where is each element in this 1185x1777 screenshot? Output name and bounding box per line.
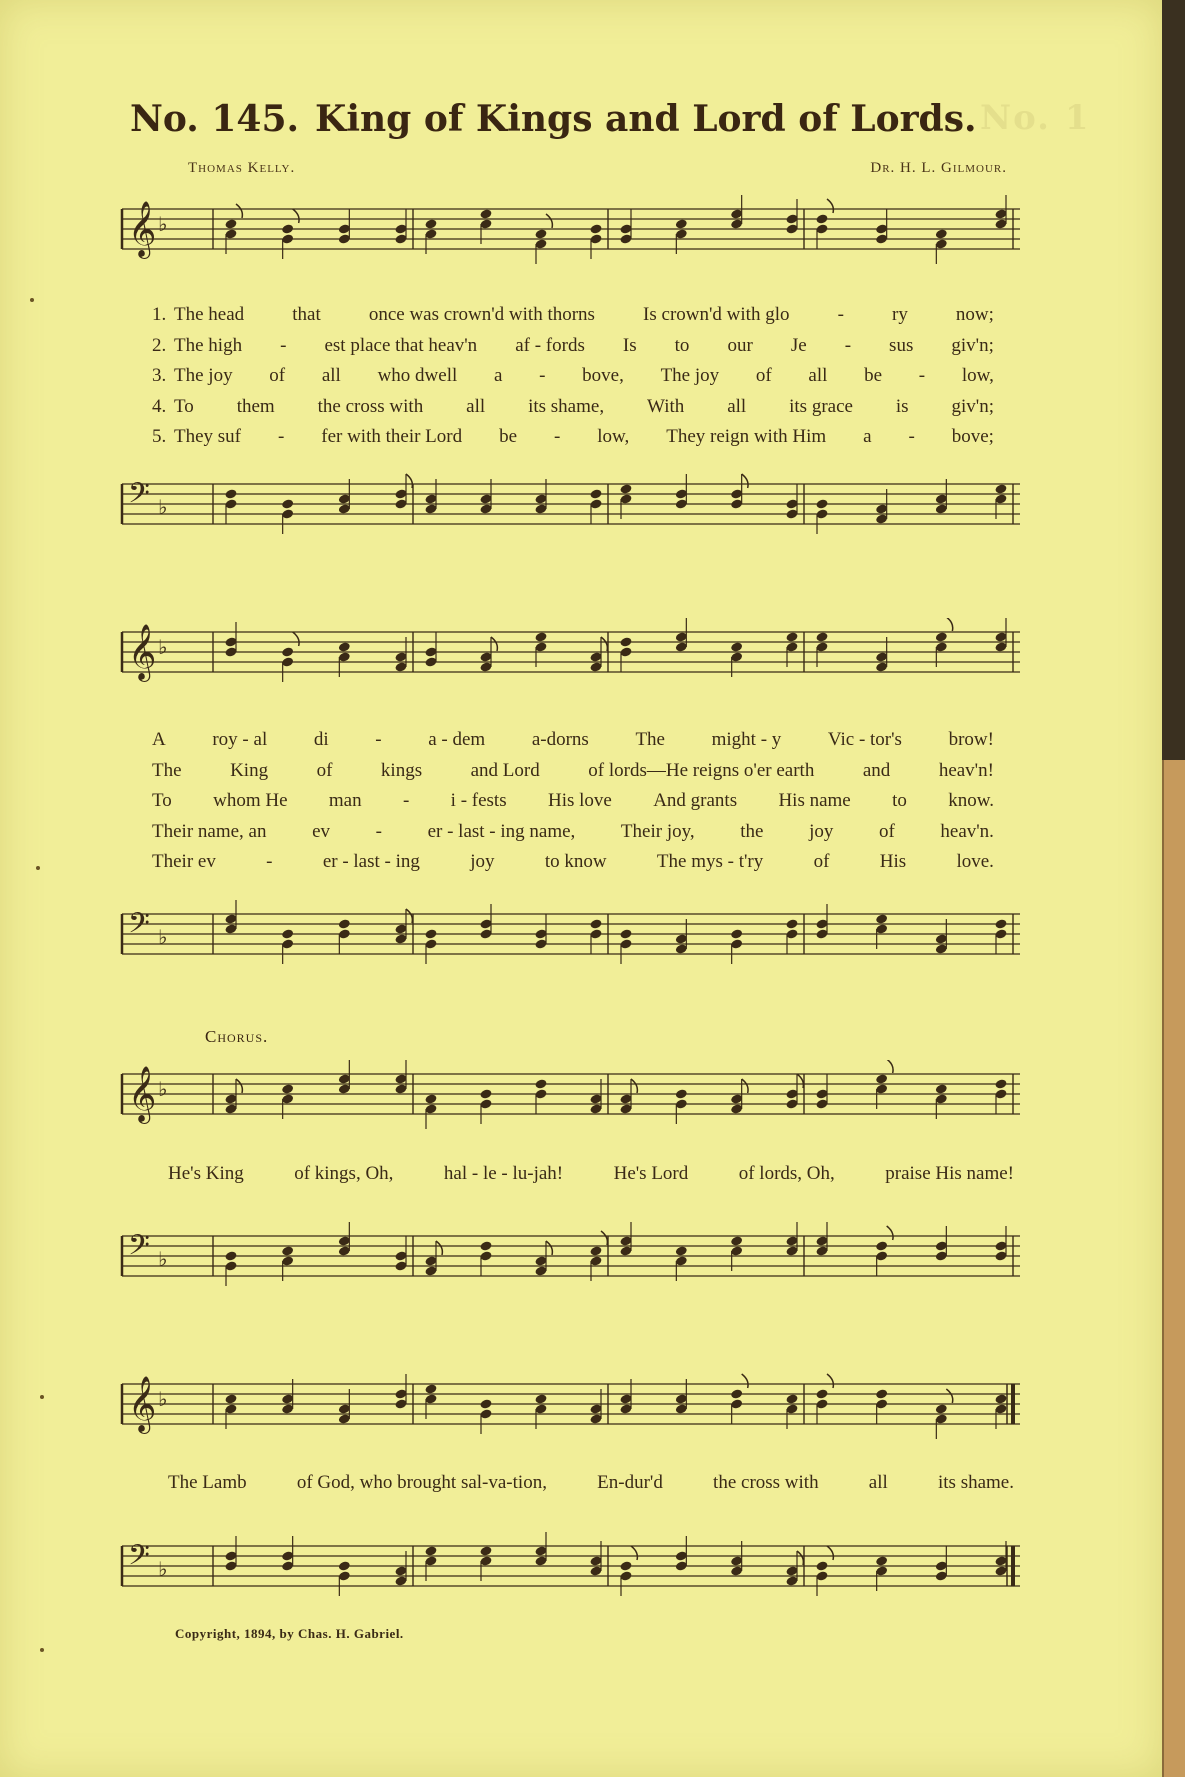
note-chord [994, 1078, 1007, 1114]
note-chord [619, 928, 632, 964]
lyric-syllable: di [313, 729, 329, 750]
treble-staff-chorus-2 [118, 1370, 1024, 1450]
lyric-syllable: Is crown'd with glo [643, 304, 790, 325]
lyric-syllable: fer with their Lord [321, 426, 463, 447]
note-chord [935, 1226, 948, 1262]
lyric-syllable: hal - le - lu-jah! [443, 1163, 564, 1184]
lyric-syllable: sus [889, 334, 914, 356]
lyric-syllable: - [375, 820, 382, 842]
note-chord [994, 195, 1007, 230]
music-staff [118, 1060, 1024, 1140]
chorus-label: Chorus. [205, 1027, 269, 1046]
note-chord [875, 209, 888, 245]
verse-number: 1. [152, 304, 167, 325]
lyric-syllable: - [539, 365, 546, 386]
flat-icon: ♭ [158, 1077, 168, 1101]
lyric-syllable: to [674, 334, 690, 356]
lyric-syllable: - [918, 365, 926, 386]
composer-credit: Dr. H. L. Gilmour. [870, 160, 1007, 176]
lyric-syllable: - [277, 426, 285, 447]
lyric-syllable: The Lamb [168, 1472, 247, 1493]
bass-staff-system-2 [118, 900, 1024, 980]
flat-icon: ♭ [158, 212, 168, 236]
bass-clef-icon: 𝄢 [128, 907, 150, 947]
lyric-syllable: our [727, 334, 753, 356]
lyric-syllable: of kings, Oh, [294, 1163, 394, 1184]
verse-number: 4. [152, 395, 167, 417]
note-chord [224, 1250, 237, 1286]
lyric-syllable: The [152, 759, 182, 781]
bass-staff-system-1 [118, 470, 1024, 550]
paper-speck [36, 866, 40, 870]
lyric-syllable: - [266, 851, 273, 872]
lyric-syllable: - [375, 729, 382, 750]
lyric-syllable: its shame, [528, 395, 605, 417]
note-chord [224, 900, 237, 935]
note-chord [424, 1093, 437, 1129]
book-binding-edge [1162, 760, 1185, 1777]
lyric-line [152, 725, 1002, 756]
treble-clef-icon: 𝄞 [128, 624, 157, 680]
note-chord [785, 484, 798, 520]
lyric-syllable: af - fords [515, 334, 585, 356]
note-chord [338, 1222, 351, 1257]
paper-speck [30, 298, 34, 302]
verse-lyrics-part-1 [152, 300, 1002, 453]
note-chord [935, 1546, 948, 1582]
lyric-syllable: - [908, 426, 915, 447]
lyric-syllable: - [844, 334, 852, 356]
note-chord [589, 918, 602, 954]
lyric-line [152, 331, 1002, 362]
lyric-syllable: His [879, 851, 907, 872]
note-chord [815, 1222, 828, 1257]
note-chord [815, 1546, 833, 1596]
note-chord [675, 474, 688, 510]
note-chord [479, 1088, 492, 1124]
note-chord [785, 199, 798, 235]
lyric-syllable: giv'n; [951, 395, 994, 417]
treble-staff-chorus-1 [118, 1060, 1024, 1140]
note-chord [394, 1374, 407, 1410]
note-chord [730, 195, 743, 230]
note-chord [281, 928, 294, 964]
lyric-syllable: all [808, 365, 828, 386]
lyric-syllable: est place that heav'n [324, 334, 478, 356]
note-chord [994, 1226, 1007, 1262]
lyricist-credit: Thomas Kelly. [188, 160, 296, 176]
hymn-title [130, 98, 1030, 140]
note-chord [815, 904, 828, 940]
note-chord [785, 918, 798, 954]
note-chord [394, 1236, 407, 1272]
lyric-syllable: Their name, an [152, 820, 267, 842]
lyric-syllable: Their ev [152, 851, 216, 872]
lyric-syllable: He's King [168, 1163, 244, 1184]
lyric-syllable: of lords, Oh, [738, 1163, 835, 1184]
bass-staff-chorus-1 [118, 1222, 1024, 1302]
note-chord [994, 618, 1007, 653]
lyric-syllable: bove, [582, 365, 624, 386]
flat-icon: ♭ [158, 925, 168, 949]
lyric-text [152, 756, 1002, 787]
lyric-syllable: The high [174, 334, 243, 356]
lyric-syllable: who dwell [377, 365, 458, 386]
lyric-syllable: all [727, 395, 747, 417]
lyric-syllable: that [292, 304, 321, 325]
note-chord [815, 199, 833, 249]
note-chord [994, 918, 1007, 954]
lyric-syllable: Je [790, 334, 807, 356]
lyric-syllable: the cross with [713, 1472, 819, 1493]
lyric-text [174, 361, 1002, 392]
lyric-syllable: the [740, 820, 764, 842]
lyric-syllable: er - last - ing [322, 851, 420, 872]
lyric-syllable: Their joy, [620, 820, 695, 842]
lyric-syllable: of God, who brought sal-va-tion, [296, 1472, 547, 1493]
lyric-syllable: of lords—He reigns o'er earth [588, 759, 815, 781]
lyric-syllable: low, [961, 365, 994, 386]
lyric-syllable: The joy [660, 365, 720, 386]
note-chord [730, 928, 743, 964]
lyric-text [152, 725, 1002, 756]
lyric-syllable: now; [955, 304, 994, 325]
bass-clef-icon: 𝄢 [128, 1539, 150, 1579]
chorus-lyrics-line-2 [168, 1472, 1014, 1494]
lyric-text [174, 392, 1002, 423]
lyric-syllable: ev [312, 820, 331, 842]
verse-number: 5. [152, 426, 167, 447]
note-chord [534, 1078, 547, 1114]
lyric-syllable: heav'n. [940, 820, 994, 842]
lyric-syllable: With [647, 395, 685, 417]
note-chord [479, 1398, 492, 1434]
lyric-syllable: - [402, 790, 410, 811]
lyric-syllable: to [892, 790, 907, 811]
note-chord [815, 1074, 828, 1110]
lyric-syllable: its shame. [938, 1472, 1014, 1493]
note-chord [534, 1532, 547, 1567]
note-chord [224, 488, 237, 524]
note-chord [281, 209, 299, 259]
note-chord [875, 1226, 893, 1276]
note-chord [589, 488, 602, 524]
lyric-syllable: might - y [711, 729, 782, 750]
paper-speck [40, 1395, 44, 1399]
lyric-syllable: a [493, 365, 503, 386]
lyric-syllable: - [553, 426, 561, 447]
lyric-syllable: The joy [174, 365, 233, 386]
lyric-line [152, 786, 1002, 817]
flat-icon: ♭ [158, 1387, 168, 1411]
lyric-line [152, 422, 1002, 453]
lyric-syllable: They suf [174, 426, 242, 447]
lyric-syllable: The [635, 729, 665, 750]
lyric-syllable: its grace [789, 395, 853, 417]
lyric-syllable: kings [380, 759, 423, 781]
note-chord [730, 1374, 748, 1424]
lyric-syllable: joy [809, 820, 834, 842]
lyric-syllable: - [280, 334, 287, 356]
note-chord [619, 209, 632, 245]
verse-lyrics-part-2 [152, 725, 1002, 878]
lyric-syllable: To [152, 790, 172, 811]
lyric-syllable: bove; [951, 426, 994, 447]
note-chord [338, 1060, 351, 1095]
note-chord [935, 228, 948, 264]
lyric-syllable: And grants [653, 790, 738, 811]
lyric-syllable: praise His name! [885, 1163, 1014, 1184]
flat-icon: ♭ [158, 1557, 168, 1581]
note-chord [875, 1388, 888, 1424]
note-chord [534, 914, 547, 950]
lyric-syllable: low, [597, 426, 630, 447]
note-chord [675, 618, 688, 653]
music-staff [118, 1370, 1024, 1450]
note-chord [394, 1060, 407, 1095]
lyric-text [152, 817, 1002, 848]
lyric-syllable: His love [547, 790, 612, 811]
lyric-syllable: know. [948, 790, 994, 811]
lyric-syllable: a [863, 426, 872, 447]
lyric-line [152, 300, 1002, 331]
note-chord [619, 636, 632, 672]
lyric-syllable: A [152, 729, 166, 750]
music-staff [118, 470, 1024, 550]
lyric-syllable: The head [174, 304, 245, 325]
lyric-syllable: be [499, 426, 518, 447]
lyric-syllable: all [321, 365, 341, 386]
music-staff [118, 195, 1024, 275]
lyric-text [152, 786, 1002, 817]
lyric-syllable: He's Lord [613, 1163, 689, 1184]
lyric-syllable: and Lord [470, 759, 540, 781]
music-staff [118, 1222, 1024, 1302]
lyric-text [174, 331, 1002, 362]
lyric-syllable: man [328, 790, 362, 811]
lyric-syllable: heav'n! [938, 759, 994, 781]
bass-clef-icon: 𝄢 [128, 1229, 150, 1269]
lyric-syllable: i - fests [450, 790, 507, 811]
note-chord [281, 1536, 294, 1572]
lyric-syllable: the cross with [317, 395, 424, 417]
lyric-syllable: Vic - tor's [827, 729, 902, 750]
lyric-line [152, 361, 1002, 392]
note-chord [338, 918, 351, 954]
note-chord [338, 209, 351, 245]
treble-staff-system-2 [118, 618, 1024, 698]
note-chord [815, 498, 828, 534]
lyric-syllable: them [236, 395, 275, 417]
note-chord [479, 904, 492, 940]
note-chord [224, 622, 237, 658]
lyric-syllable: ry [892, 304, 908, 325]
lyric-syllable: - [837, 304, 844, 325]
lyric-syllable: love. [956, 851, 994, 872]
hymn-title-text: King of Kings and Lord of Lords. [315, 98, 977, 140]
music-staff [118, 618, 1024, 698]
note-chord [479, 1240, 492, 1276]
note-chord [675, 1536, 688, 1572]
music-staff [118, 900, 1024, 980]
lyric-syllable: is [895, 395, 909, 417]
note-chord [424, 632, 437, 668]
note-chord [394, 209, 407, 245]
note-chord [424, 928, 437, 964]
lyric-text [174, 422, 1002, 453]
lyric-syllable: of [813, 851, 830, 872]
lyric-syllable: be [864, 365, 883, 386]
treble-clef-icon: 𝄞 [128, 201, 157, 257]
lyric-syllable: of [269, 365, 286, 386]
lyric-syllable: brow! [948, 729, 994, 750]
treble-clef-icon: 𝄞 [128, 1066, 157, 1122]
note-chord [619, 1222, 632, 1257]
lyric-syllable: To [174, 395, 194, 417]
copyright-notice: Copyright, 1894, by Chas. H. Gabriel. [175, 1626, 404, 1641]
lyric-syllable: They reign with Him [666, 426, 827, 447]
lyric-syllable: all [868, 1472, 888, 1493]
chorus-lyrics-line-1 [168, 1163, 1014, 1185]
flat-icon: ♭ [158, 635, 168, 659]
verse-number: 2. [152, 334, 167, 356]
note-chord [675, 1088, 688, 1124]
lyric-line [152, 392, 1002, 423]
lyric-syllable: King [230, 759, 269, 781]
lyric-text [174, 300, 1002, 331]
lyric-syllable: of [755, 365, 772, 386]
treble-staff-system-1 [118, 195, 1024, 275]
lyric-syllable: The mys - t'ry [656, 851, 764, 872]
lyric-syllable: all [466, 395, 486, 417]
note-chord [619, 1546, 637, 1596]
treble-clef-icon: 𝄞 [128, 1376, 157, 1432]
flat-icon: ♭ [158, 1247, 168, 1271]
note-chord [785, 1222, 798, 1257]
lyric-syllable: of [878, 820, 895, 842]
note-chord [589, 223, 602, 259]
note-chord [281, 498, 294, 534]
lyric-syllable: to know [544, 851, 607, 872]
verse-number: 3. [152, 365, 167, 386]
lyric-syllable: joy [470, 851, 495, 872]
lyric-syllable: His name [778, 790, 851, 811]
lyric-syllable: whom He [213, 790, 288, 811]
lyric-syllable: and [862, 759, 891, 781]
lyric-syllable: once was crown'd with thorns [368, 304, 595, 325]
lyric-syllable: a - dem [428, 729, 486, 750]
lyric-text [152, 847, 1002, 878]
lyric-syllable: a-dorns [531, 729, 589, 750]
lyric-line [152, 847, 1002, 878]
bass-clef-icon: 𝄢 [128, 477, 150, 517]
hymn-number: No. 145. [130, 98, 300, 140]
background-edge [1162, 0, 1185, 760]
bass-staff-chorus-2 [118, 1532, 1024, 1612]
lyric-syllable: En-dur'd [597, 1472, 663, 1493]
note-chord [281, 632, 299, 682]
lyric-line [152, 817, 1002, 848]
lyric-syllable: er - last - ing name, [427, 820, 576, 842]
lyric-syllable: roy - al [212, 729, 268, 750]
lyric-syllable: Is [622, 334, 637, 356]
note-chord [815, 1374, 833, 1424]
paper-speck [40, 1648, 44, 1652]
lyric-syllable: giv'n; [951, 334, 994, 356]
bleed-through-text: No. 1 [980, 98, 1091, 138]
music-staff [118, 1532, 1024, 1612]
lyric-syllable: of [316, 759, 333, 781]
note-chord [224, 1536, 237, 1572]
flat-icon: ♭ [158, 495, 168, 519]
note-chord [338, 1560, 351, 1596]
lyric-line [152, 756, 1002, 787]
